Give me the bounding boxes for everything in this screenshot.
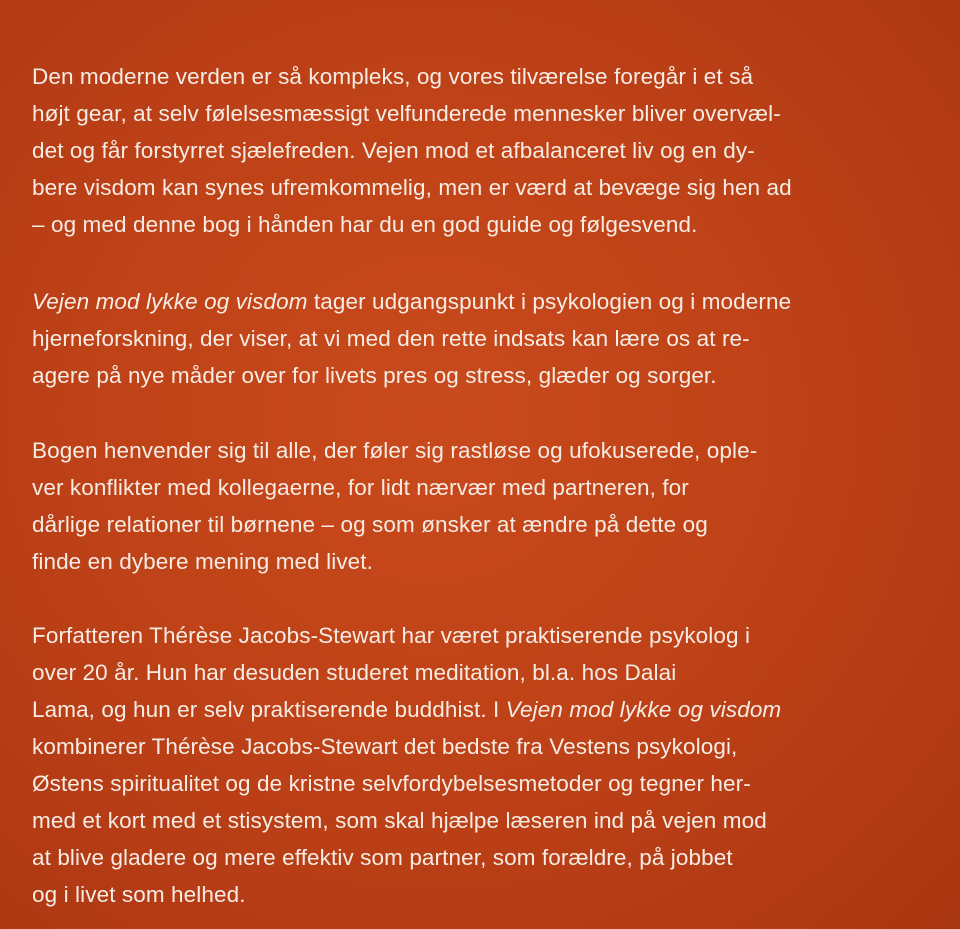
- text-line: Den moderne verden er så kompleks, og vores tilværelse foregår i et så: [32, 64, 754, 89]
- text-line: finde en dybere mening med livet.: [32, 549, 373, 574]
- book-title: Vejen mod lykke og visdom: [505, 697, 782, 722]
- text-line: med et kort med et stisystem, som skal hjælpe læseren ind på vejen mod: [32, 808, 767, 833]
- text-line: [32, 283, 890, 320]
- text-line: bere visdom kan synes ufremkommelig, men er værd at bevæge sig hen ad: [32, 175, 792, 200]
- text-line: over 20 år. Hun har desuden studeret meditation, bl.a. hos Dalai: [32, 660, 677, 685]
- text-line: højt gear, at selv følelsesmæssigt velfunderede mennesker bliver overvæl-: [32, 101, 781, 126]
- text-fragment: Lama, og hun er selv praktiserende buddhist. I: [32, 697, 506, 722]
- text-line: dårlige relationer til børnene – og som ønsker at ændre på dette og: [32, 512, 708, 537]
- text-line: hjerneforskning, der viser, at vi med den rette indsats kan lære os at re-: [32, 326, 750, 351]
- text-line: og i livet som helhed.: [32, 882, 246, 907]
- text-line: – og med denne bog i hånden har du en god guide og følgesvend.: [32, 212, 698, 237]
- text-line: agere på nye måder over for livets pres og stress, glæder og sorger.: [32, 363, 717, 388]
- text-line: det og får forstyrret sjælefreden. Vejen mod et afbalanceret liv og en dy-: [32, 138, 755, 163]
- text-line: Bogen henvender sig til alle, der føler sig rastløse og ufokuserede, ople-: [32, 438, 758, 463]
- paragraph-book-premise: [32, 283, 890, 394]
- text-line: [32, 691, 890, 728]
- text-line: Forfatteren Thérèse Jacobs-Stewart har været praktiserende psykolog i: [32, 623, 751, 648]
- paragraph-intro: [32, 58, 890, 243]
- text-line: Østens spiritualitet og de kristne selvfordybelsesmetoder og tegner her-: [32, 771, 751, 796]
- book-title: Vejen mod lykke og visdom: [32, 289, 308, 314]
- text-line: kombinerer Thérèse Jacobs-Stewart det bedste fra Vestens psykologi,: [32, 734, 738, 759]
- text-line: at blive gladere og mere effektiv som partner, som forældre, på jobbet: [32, 845, 733, 870]
- paragraph-author: [32, 617, 890, 913]
- text-line: ver konflikter med kollegaerne, for lidt nærvær med partneren, for: [32, 475, 689, 500]
- paragraph-audience: [32, 432, 890, 580]
- text-fragment: tager udgangspunkt i psykologien og i moderne: [307, 289, 792, 314]
